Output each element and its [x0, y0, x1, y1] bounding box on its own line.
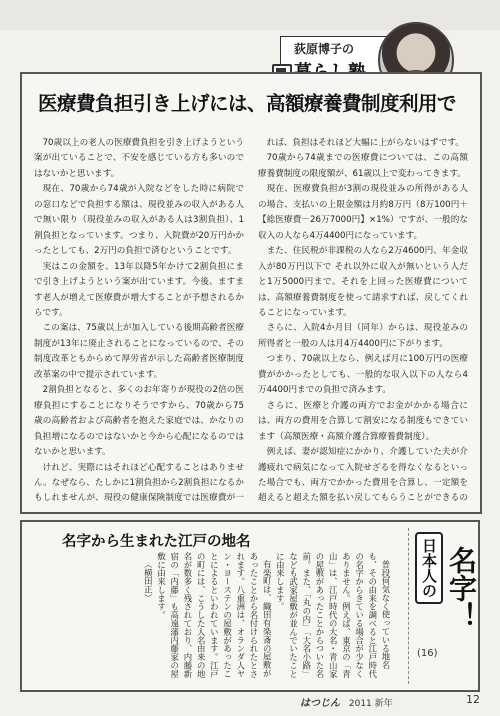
column-author: 荻原博子の	[294, 42, 355, 56]
feature-body	[36, 552, 392, 682]
paragraph: 現在、医療費負担が3割の現役並みの所得がある人の場合、支払いの上限金額は月約8万円（8万100円＋【総医療費－26万7000円】×1%）ですが、一般的な収入の人なら4万4400円になっています。	[258, 184, 468, 241]
feature-author: （横田正）	[143, 560, 154, 603]
article-right-column	[258, 136, 468, 502]
article-body	[34, 136, 468, 502]
feature-box	[20, 520, 480, 692]
article-headline: 医療費負担引き上げには、高額療養費制度利用で	[38, 92, 457, 115]
paragraph: 普段何気なく使っている地名も、その由来を調べると江戸時代の名字からきている場合が少なくありません。例えば、東京の「青山」は、江戸時代の大名・青山家の屋敷があったことからついた名前。また、「丸の内」「大名小路」なども武家屋敷が並んでいたことに由来します。	[275, 552, 391, 678]
paragraph: さらに、入院4か月目（同年）からは、現役並みの所得者と一般の人は月4万4400円に下がります。	[258, 323, 468, 349]
series-title: 名字！	[445, 546, 478, 630]
series-logo	[408, 528, 478, 684]
paragraph: 現在、70歳から74歳が入院などをした時に病院での窓口などで負担する額は、現役並みの収入がある人で無い限り（現役並みの収入がある人は3割負担）、1割負担となっています。つまり、入院費が20万円かかったとしても、2万円の負担で済むということです。	[34, 184, 244, 257]
paragraph: けれど、実際にはそれほど心配することはありません。なぜなら、たしかに1割負担から2割負担になるかもしれませんが、現役の健康保険制度では医療費が一	[34, 462, 244, 502]
paragraph: れば、負担はそれほど大幅に上がらないはずです。	[266, 138, 464, 148]
paragraph: 2割負担となると、多くのお年寄りが現役の2倍の医療負担にすることになりそうですから、70歳から75歳の高齢者および高齢者を抱えた家庭では、かなりの負担増になるのではないかと今から心配になるのではないかと思います。	[34, 385, 244, 458]
issue-label: 2011 新年	[348, 699, 393, 709]
paragraph: さらに、医療と介護の両方でお金がかかる場合には、両方の費用を合算して割安になる制度もできています（高額医療・高額介護合算療養費制度）。	[258, 400, 468, 442]
paragraph: また、住民税が非課税の人なら2万4600円、年金収入が80万円以下で それ以外に収入が無いという人だと1万5000円まで。それを上回った医療費については、高額療養費制度を使って請求すれば、戻してくれることになっています。	[258, 246, 468, 318]
paragraph: 有楽町は、織田有楽斎の屋敷があったことから名付けられたとされます。八重洲は、オランダ人ヤン・ヨーステンの屋敷があったことによるといわれています。江戸の町には、こうした人名由来の地名が数多く残されており、内藤新宿の「内藤」も高遠藩内藤家の屋敷に由来します。	[156, 552, 273, 678]
main-article	[20, 72, 482, 514]
magazine-brand: はつじん	[300, 698, 340, 709]
article-left-column	[34, 136, 244, 502]
paragraph: つまり、70歳以上なら、例えば月に100万円の医療費がかかったとしても、一般的な収入以下の人なら4万4400円までの負担で済みます。	[258, 354, 468, 396]
series-label: 日本人の	[415, 532, 443, 604]
page-footer	[300, 694, 480, 710]
paragraph: 70歳から74歳までの医療費については、この高額療養費制度の限度額が、61歳以上で変わってきます。	[258, 153, 468, 179]
paragraph: 例えば、妻が認知症にかかり、介護していた夫が介護疲れで病気になって入院せざるを得なくなるといった場合でも、両方でかかった費用を合算し、一定額を超えると超えた額を払い戻してもらうことができるの	[258, 447, 468, 502]
paragraph: 実はこの金額を、13年以降5年かけて2割負担にまで引き上げようという案が出ています。今後、ますます老人が増えて医療費が増大することが予想されるからです。	[34, 261, 244, 318]
feature-title: 名字から生まれた江戸の地名	[62, 533, 251, 550]
paragraph: 70歳以上の老人の医療費負担を引き上げようという案が出ていることで、不安を感じている方も多いのではないかと思います。	[34, 138, 244, 179]
paragraph: この案は、75歳以上が加入している後期高齢者医療制度が13年に廃止されることになっているので、その制度改革ともからめて厚労省が示した高齢者医療制度改革案の中で提示されています。	[34, 323, 244, 380]
series-number: (16)	[417, 648, 438, 659]
page-number: 12	[466, 693, 480, 706]
